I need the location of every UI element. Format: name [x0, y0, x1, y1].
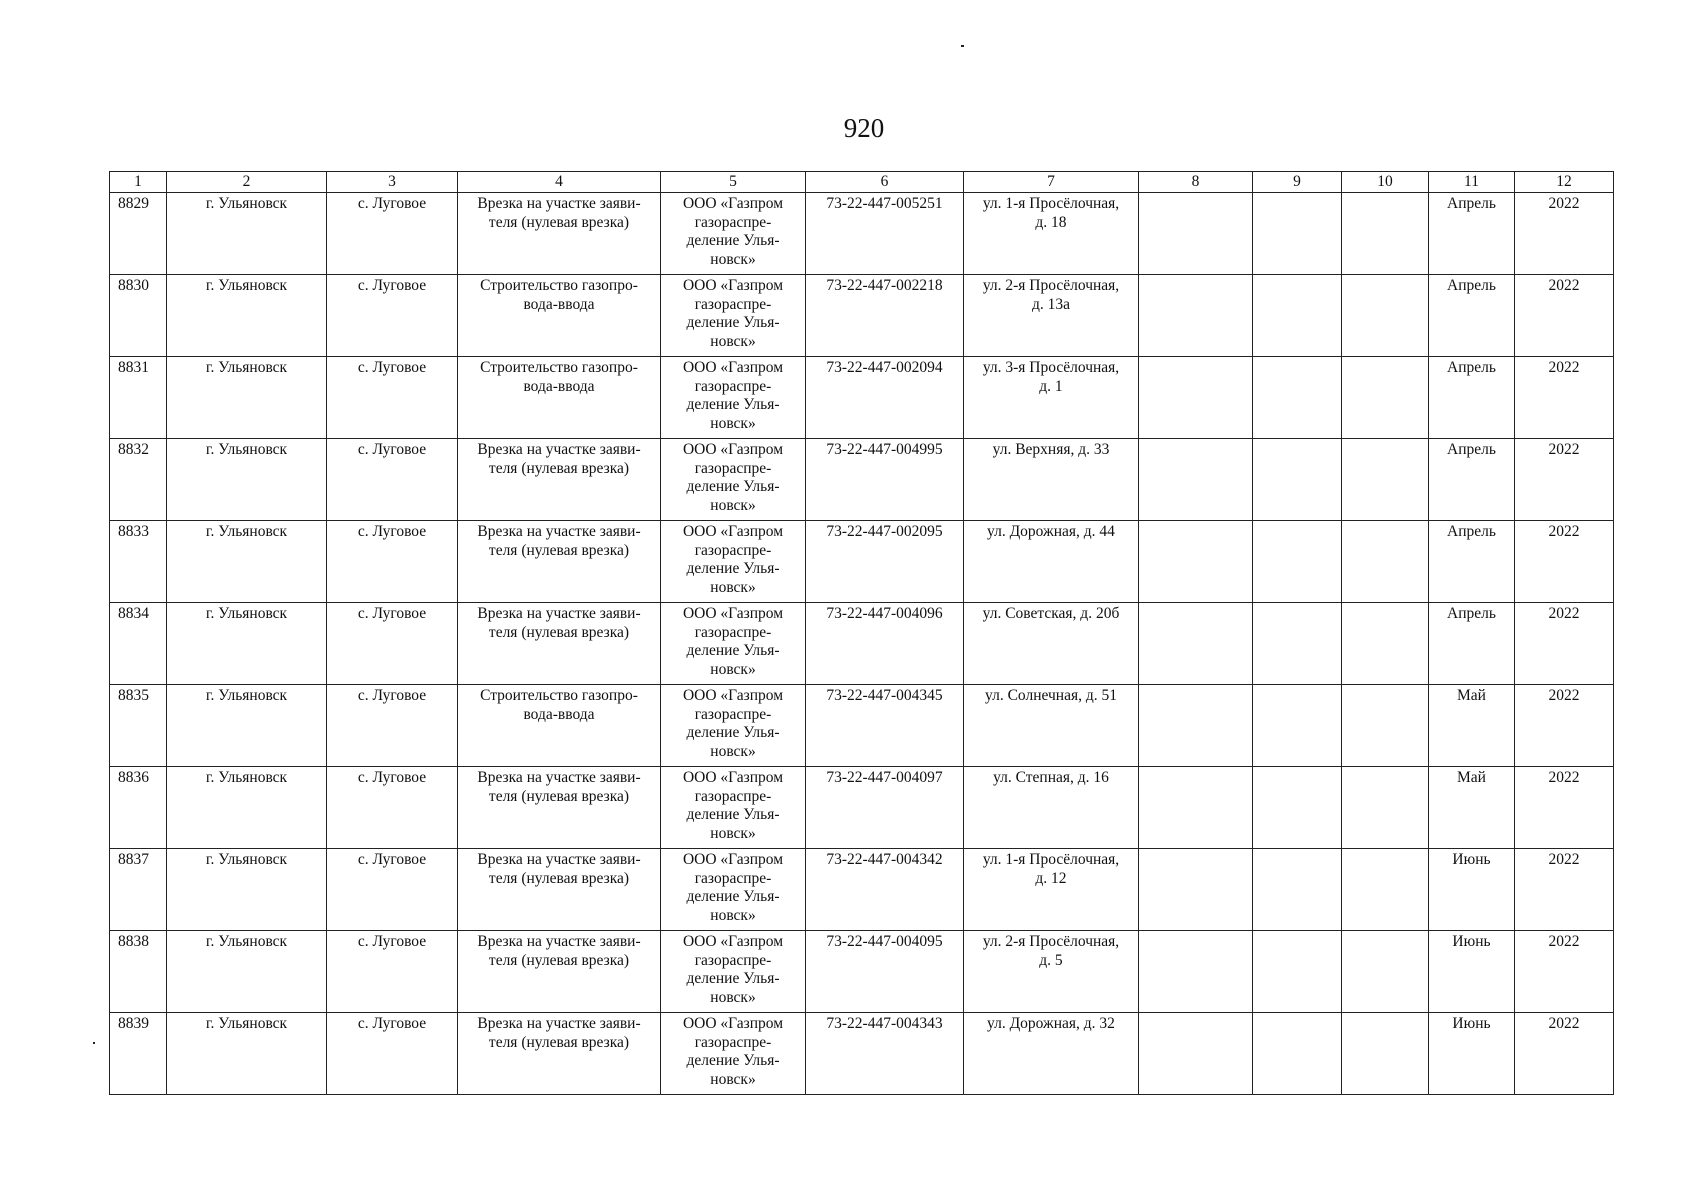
cell-col-4: Врезка на участке заяви- теля (нулевая врезка)	[458, 931, 661, 1013]
cell-col-5: ООО «Газпром газораспре- деление Улья- новск»	[661, 193, 806, 275]
cell-col-5: ООО «Газпром газораспре- деление Улья- новск»	[661, 1013, 806, 1095]
cell-col-7: ул. Дорожная, д. 32	[964, 1013, 1139, 1095]
cell-col-11: Май	[1429, 767, 1515, 849]
table-row	[110, 521, 1614, 603]
cell-col-2: г. Ульяновск	[167, 439, 327, 521]
cell-col-1: 8837	[110, 849, 167, 931]
cell-col-4: Врезка на участке заяви- теля (нулевая врезка)	[458, 849, 661, 931]
cell-col-12: 2022	[1515, 931, 1614, 1013]
cell-col-10	[1342, 275, 1429, 357]
cell-col-8	[1139, 357, 1253, 439]
cell-col-3: с. Луговое	[327, 275, 458, 357]
cell-col-2: г. Ульяновск	[167, 275, 327, 357]
cell-col-8	[1139, 685, 1253, 767]
table-row	[110, 1013, 1614, 1095]
table-row	[110, 767, 1614, 849]
column-header-11: 11	[1429, 172, 1515, 193]
cell-col-9	[1253, 849, 1342, 931]
cell-col-10	[1342, 931, 1429, 1013]
cell-col-11: Апрель	[1429, 521, 1515, 603]
cell-col-10	[1342, 439, 1429, 521]
cell-col-1: 8829	[110, 193, 167, 275]
cell-col-6: 73-22-447-002094	[806, 357, 964, 439]
cell-col-2: г. Ульяновск	[167, 767, 327, 849]
cell-col-7: ул. 1-я Просёлочная, д. 18	[964, 193, 1139, 275]
cell-col-10	[1342, 849, 1429, 931]
column-header-8: 8	[1139, 172, 1253, 193]
cell-col-11: Июнь	[1429, 849, 1515, 931]
cell-col-9	[1253, 521, 1342, 603]
cell-col-8	[1139, 1013, 1253, 1095]
cell-col-5: ООО «Газпром газораспре- деление Улья- новск»	[661, 849, 806, 931]
cell-col-2: г. Ульяновск	[167, 1013, 327, 1095]
cell-col-8	[1139, 603, 1253, 685]
cell-col-2: г. Ульяновск	[167, 685, 327, 767]
cell-col-7: ул. 2-я Просёлочная, д. 5	[964, 931, 1139, 1013]
cell-col-8	[1139, 849, 1253, 931]
cell-col-7: ул. 3-я Просёлочная, д. 1	[964, 357, 1139, 439]
cell-col-5: ООО «Газпром газораспре- деление Улья- новск»	[661, 275, 806, 357]
cell-col-7: ул. Советская, д. 20б	[964, 603, 1139, 685]
cell-col-3: с. Луговое	[327, 931, 458, 1013]
cell-col-7: ул. Степная, д. 16	[964, 767, 1139, 849]
table-row	[110, 357, 1614, 439]
cell-col-8	[1139, 931, 1253, 1013]
scan-speck	[93, 1042, 95, 1044]
cell-col-11: Апрель	[1429, 275, 1515, 357]
cell-col-9	[1253, 1013, 1342, 1095]
cell-col-5: ООО «Газпром газораспре- деление Улья- новск»	[661, 603, 806, 685]
table-body	[110, 193, 1614, 1095]
cell-col-9	[1253, 193, 1342, 275]
cell-col-1: 8830	[110, 275, 167, 357]
cell-col-2: г. Ульяновск	[167, 603, 327, 685]
cell-col-6: 73-22-447-004342	[806, 849, 964, 931]
column-header-4: 4	[458, 172, 661, 193]
cell-col-8	[1139, 275, 1253, 357]
table-row	[110, 849, 1614, 931]
cell-col-1: 8835	[110, 685, 167, 767]
cell-col-12: 2022	[1515, 767, 1614, 849]
cell-col-3: с. Луговое	[327, 193, 458, 275]
cell-col-9	[1253, 767, 1342, 849]
cell-col-6: 73-22-447-005251	[806, 193, 964, 275]
column-number-row	[110, 172, 1614, 193]
page-number: 920	[843, 113, 885, 143]
column-header-1: 1	[110, 172, 167, 193]
cell-col-11: Май	[1429, 685, 1515, 767]
column-header-12: 12	[1515, 172, 1614, 193]
cell-col-12: 2022	[1515, 685, 1614, 767]
cell-col-10	[1342, 767, 1429, 849]
table-row	[110, 439, 1614, 521]
cell-col-8	[1139, 521, 1253, 603]
cell-col-10	[1342, 193, 1429, 275]
cell-col-9	[1253, 685, 1342, 767]
cell-col-9	[1253, 931, 1342, 1013]
cell-col-6: 73-22-447-004995	[806, 439, 964, 521]
cell-col-4: Врезка на участке заяви- теля (нулевая врезка)	[458, 603, 661, 685]
cell-col-3: с. Луговое	[327, 767, 458, 849]
cell-col-8	[1139, 193, 1253, 275]
table-row	[110, 603, 1614, 685]
cell-col-1: 8834	[110, 603, 167, 685]
cell-col-9	[1253, 357, 1342, 439]
cell-col-2: г. Ульяновск	[167, 849, 327, 931]
cell-col-4: Строительство газопро- вода-ввода	[458, 275, 661, 357]
column-header-6: 6	[806, 172, 964, 193]
cell-col-3: с. Луговое	[327, 357, 458, 439]
cell-col-6: 73-22-447-004343	[806, 1013, 964, 1095]
cell-col-12: 2022	[1515, 439, 1614, 521]
cell-col-1: 8839	[110, 1013, 167, 1095]
column-header-10: 10	[1342, 172, 1429, 193]
cell-col-10	[1342, 603, 1429, 685]
cell-col-10	[1342, 685, 1429, 767]
column-header-7: 7	[964, 172, 1139, 193]
cell-col-11: Апрель	[1429, 357, 1515, 439]
cell-col-7: ул. Верхняя, д. 33	[964, 439, 1139, 521]
cell-col-2: г. Ульяновск	[167, 357, 327, 439]
cell-col-7: ул. Солнечная, д. 51	[964, 685, 1139, 767]
cell-col-10	[1342, 1013, 1429, 1095]
cell-col-4: Врезка на участке заяви- теля (нулевая врезка)	[458, 1013, 661, 1095]
cell-col-6: 73-22-447-004345	[806, 685, 964, 767]
cell-col-10	[1342, 521, 1429, 603]
cell-col-4: Врезка на участке заяви- теля (нулевая врезка)	[458, 767, 661, 849]
cell-col-1: 8832	[110, 439, 167, 521]
cell-col-7: ул. 1-я Просёлочная, д. 12	[964, 849, 1139, 931]
cell-col-11: Апрель	[1429, 439, 1515, 521]
cell-col-6: 73-22-447-004097	[806, 767, 964, 849]
cell-col-7: ул. 2-я Просёлочная, д. 13а	[964, 275, 1139, 357]
cell-col-5: ООО «Газпром газораспре- деление Улья- новск»	[661, 439, 806, 521]
cell-col-6: 73-22-447-002218	[806, 275, 964, 357]
column-header-9: 9	[1253, 172, 1342, 193]
cell-col-1: 8833	[110, 521, 167, 603]
cell-col-5: ООО «Газпром газораспре- деление Улья- новск»	[661, 931, 806, 1013]
cell-col-7: ул. Дорожная, д. 44	[964, 521, 1139, 603]
cell-col-6: 73-22-447-004095	[806, 931, 964, 1013]
cell-col-3: с. Луговое	[327, 521, 458, 603]
cell-col-9	[1253, 439, 1342, 521]
column-header-2: 2	[167, 172, 327, 193]
column-header-5: 5	[661, 172, 806, 193]
table-row	[110, 193, 1614, 275]
cell-col-4: Врезка на участке заяви- теля (нулевая врезка)	[458, 193, 661, 275]
cell-col-8	[1139, 439, 1253, 521]
cell-col-6: 73-22-447-002095	[806, 521, 964, 603]
cell-col-4: Строительство газопро- вода-ввода	[458, 685, 661, 767]
cell-col-12: 2022	[1515, 1013, 1614, 1095]
cell-col-8	[1139, 767, 1253, 849]
cell-col-12: 2022	[1515, 849, 1614, 931]
scan-speck	[961, 45, 964, 47]
cell-col-12: 2022	[1515, 275, 1614, 357]
cell-col-11: Апрель	[1429, 193, 1515, 275]
cell-col-5: ООО «Газпром газораспре- деление Улья- новск»	[661, 767, 806, 849]
cell-col-1: 8838	[110, 931, 167, 1013]
cell-col-5: ООО «Газпром газораспре- деление Улья- новск»	[661, 357, 806, 439]
cell-col-11: Апрель	[1429, 603, 1515, 685]
cell-col-3: с. Луговое	[327, 603, 458, 685]
cell-col-9	[1253, 275, 1342, 357]
cell-col-11: Июнь	[1429, 1013, 1515, 1095]
column-header-3: 3	[327, 172, 458, 193]
cell-col-6: 73-22-447-004096	[806, 603, 964, 685]
cell-col-9	[1253, 603, 1342, 685]
cell-col-12: 2022	[1515, 603, 1614, 685]
table-row	[110, 931, 1614, 1013]
cell-col-1: 8831	[110, 357, 167, 439]
cell-col-4: Строительство газопро- вода-ввода	[458, 357, 661, 439]
cell-col-1: 8836	[110, 767, 167, 849]
table-row	[110, 685, 1614, 767]
cell-col-12: 2022	[1515, 357, 1614, 439]
registry-table	[109, 171, 1614, 1095]
cell-col-3: с. Луговое	[327, 1013, 458, 1095]
cell-col-12: 2022	[1515, 193, 1614, 275]
cell-col-10	[1342, 357, 1429, 439]
cell-col-2: г. Ульяновск	[167, 521, 327, 603]
table-row	[110, 275, 1614, 357]
cell-col-12: 2022	[1515, 521, 1614, 603]
cell-col-2: г. Ульяновск	[167, 193, 327, 275]
cell-col-5: ООО «Газпром газораспре- деление Улья- новск»	[661, 685, 806, 767]
cell-col-2: г. Ульяновск	[167, 931, 327, 1013]
cell-col-5: ООО «Газпром газораспре- деление Улья- новск»	[661, 521, 806, 603]
cell-col-3: с. Луговое	[327, 439, 458, 521]
cell-col-11: Июнь	[1429, 931, 1515, 1013]
cell-col-3: с. Луговое	[327, 849, 458, 931]
cell-col-4: Врезка на участке заяви- теля (нулевая врезка)	[458, 439, 661, 521]
cell-col-3: с. Луговое	[327, 685, 458, 767]
cell-col-4: Врезка на участке заяви- теля (нулевая врезка)	[458, 521, 661, 603]
